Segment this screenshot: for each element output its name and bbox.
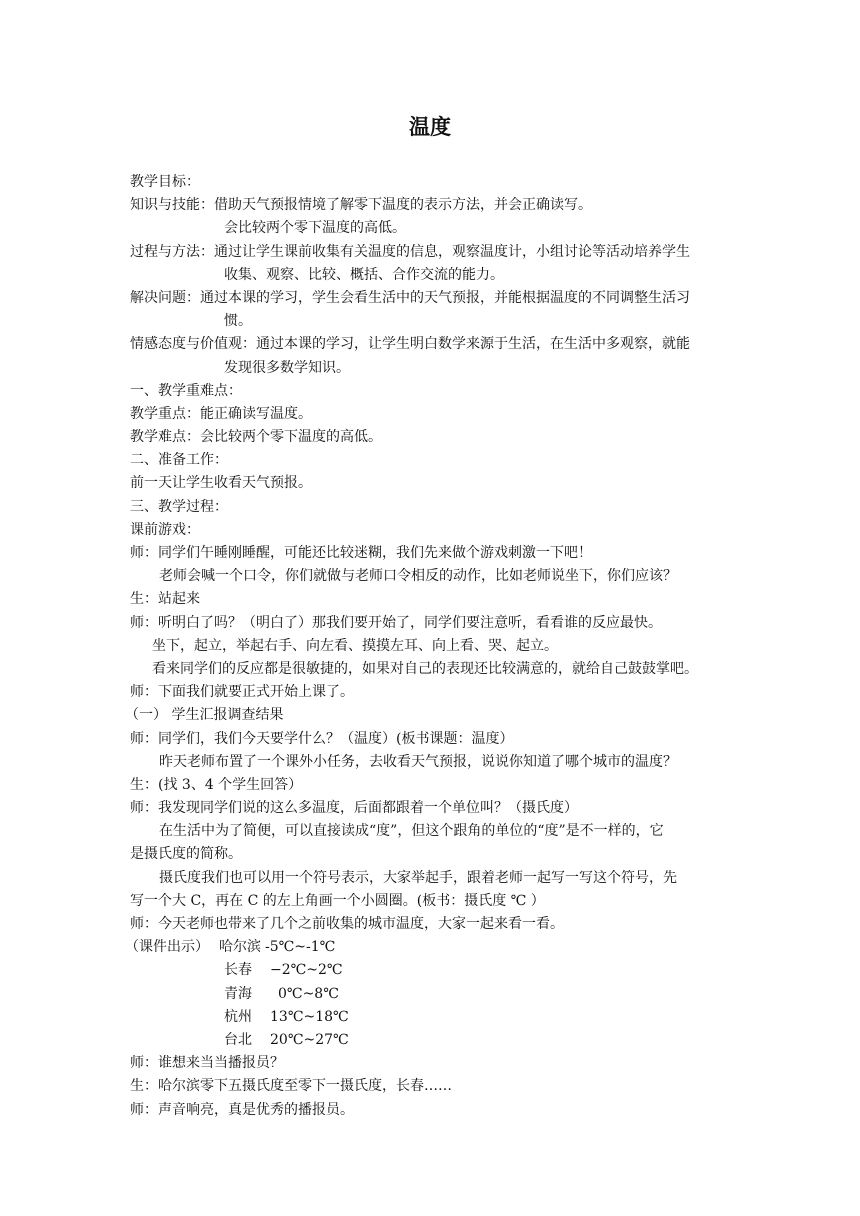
temperature-city: 台北: [224, 1031, 252, 1048]
temperature-row: [130, 959, 734, 982]
objective-solve: 解决问题：通过本课的学习，学生会看生活中的天气预报，并能根据温度的不同调整生活习: [130, 289, 690, 306]
dialogue-line: 是摄氏度的简称。: [130, 846, 242, 863]
dialogue-line: 生：哈尔滨零下五摄氏度至零下一摄氏度，长春……: [130, 1078, 452, 1095]
dialogue-line: 师：谁想来当当播报员？: [130, 1055, 284, 1072]
courseware-label: （课件出示）: [125, 939, 209, 956]
dialogue-line: 师：同学们，我们今天要学什么？（温度）(板书课题：温度）: [130, 730, 514, 747]
dialogue-line: 师：听明白了吗？（明白了）那我们要开始了，同学们要注意听，看看谁的反应最快。: [130, 614, 662, 631]
dialogue-line: 师：下面我们就要正式开始上课了。: [130, 684, 354, 701]
prep-text: 前一天让学生收看天气预报。: [130, 475, 312, 492]
section-heading: （一） 学生汇报调查结果: [125, 707, 284, 724]
objective-knowledge-cont: 会比较两个零下温度的高低。: [224, 220, 406, 237]
objective-emotion: 情感态度与价值观：通过本课的学习，让学生明白数学来源于生活，在生活中多观察，就能: [130, 336, 690, 353]
temperature-row: [130, 1006, 734, 1029]
temperature-row: [125, 936, 734, 959]
temperature-row: [130, 983, 734, 1006]
dialogue-line: 在生活中为了简便，可以直接读成“度”，但这个跟角的单位的“度”是不一样的，它: [159, 823, 664, 840]
document-body: [125, 171, 734, 1122]
objective-process: 过程与方法：通过让学生课前收集有关温度的信息，观察温度计，小组讨论等活动培养学生: [130, 243, 690, 260]
game-heading: 课前游戏：: [130, 521, 200, 538]
focus-key: 教学重点：能正确读写温度。: [130, 405, 312, 422]
temperature-city: 长春: [224, 962, 252, 979]
objective-solve-cont: 惯。: [224, 313, 252, 330]
focus-difficulty: 教学难点：会比较两个零下温度的高低。: [130, 429, 382, 446]
temperature-range: -5℃~-1℃: [265, 939, 336, 956]
dialogue-line: 摄氏度我们也可以用一个符号表示，大家举起手，跟着老师一起写一写这个符号，先: [159, 869, 677, 886]
objectives-heading: 教学目标：: [130, 174, 200, 190]
temperature-city: 哈尔滨: [219, 939, 261, 956]
temperature-city: 青海: [224, 985, 252, 1002]
dialogue-line: 师：今天老师也带来了几个之前收集的城市温度，大家一起来看一看。: [130, 916, 564, 932]
objective-knowledge: 知识与技能：借助天气预报情境了解零下温度的表示方法，并会正确读写。: [130, 197, 592, 214]
temperature-row: [130, 1029, 734, 1052]
temperature-city: 杭州: [224, 1008, 252, 1025]
objective-process-cont: 收集、观察、比较、概括、合作交流的能力。: [224, 266, 504, 283]
focus-heading: 一、教学重难点：: [130, 382, 242, 399]
prep-heading: 二、准备工作：: [130, 452, 228, 469]
page-title: 温度: [409, 115, 451, 139]
dialogue-line: 写一个大 C，再在 C 的左上角画一个小圆圈。(板书：摄氏度 ℃ ）: [130, 892, 545, 909]
dialogue-line: 师：同学们午睡刚睡醒，可能还比较迷糊，我们先来做个游戏刺激一下吧！: [130, 545, 592, 561]
objective-emotion-cont: 发现很多数学知识。: [224, 359, 350, 376]
dialogue-line: 生：站起来: [130, 591, 200, 608]
dialogue-line: 师：我发现同学们说的这么多温度，后面都跟着一个单位叫？（摄氏度）: [130, 800, 578, 817]
dialogue-line: 老师会喊一个口令，你们就做与老师口令相反的动作，比如老师说坐下，你们应该？: [159, 568, 677, 585]
temperature-range: 0℃~8℃: [278, 985, 339, 1002]
process-heading: 三、教学过程：: [130, 498, 228, 515]
temperature-range: 13℃~18℃: [270, 1008, 349, 1025]
dialogue-line: 生：(找 3、4 个学生回答）: [130, 776, 303, 793]
dialogue-line: 看来同学们的反应都是很敏捷的，如果对自己的表现还比较满意的，就给自己鼓鼓掌吧。: [152, 660, 698, 677]
dialogue-line: 昨天老师布置了一个课外小任务，去收看天气预报，说说你知道了哪个城市的温度？: [159, 753, 677, 770]
dialogue-line: 师：声音响亮，真是优秀的播报员。: [130, 1101, 354, 1118]
dialogue-line: 坐下，起立，举起右手、向左看、摸摸左耳、向上看、哭、起立。: [152, 637, 558, 654]
temperature-range: 20℃~27℃: [270, 1031, 349, 1048]
temperature-range: −2℃~2℃: [270, 962, 343, 979]
